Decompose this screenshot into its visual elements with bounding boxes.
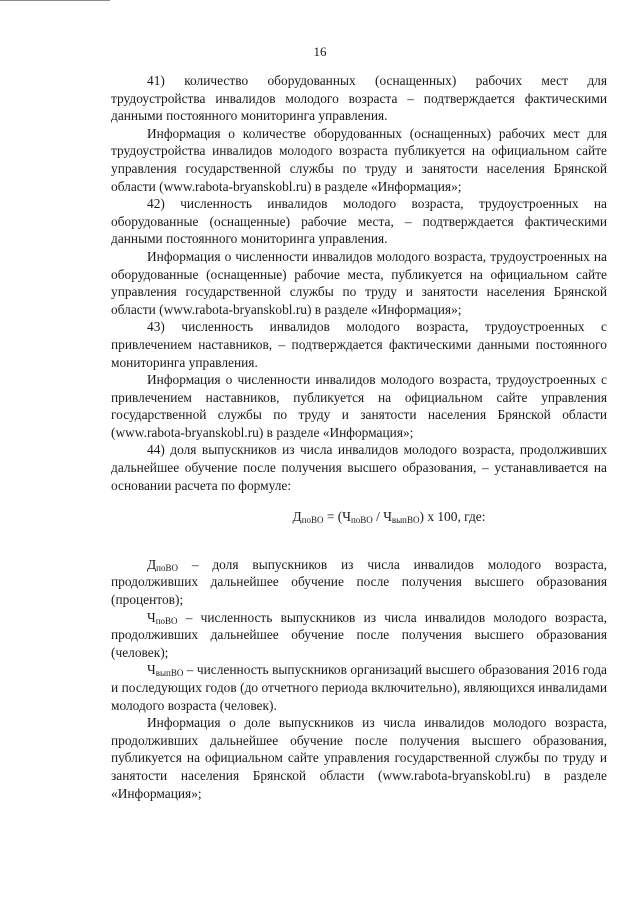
paragraph-44-info: Информация о доле выпускников из числа инвалидов молодого возраста, продолживших дальнейшее обучение после получения высшего образования, публикуется на официальном сайте управления государственной службы по труду и занятости населения Брянской области (www.rabota-bryanskobl.ru) в разделе «Информация»; bbox=[111, 715, 607, 801]
page-number: 16 bbox=[313, 44, 327, 59]
definition-text: – численность выпускников организаций высшего образования 2016 года и последующих годов (до отчетного периода включительно), являющихся инвалидами молодого возраста (человек). bbox=[111, 662, 607, 713]
formula-tail: ) х 100, где: bbox=[419, 509, 486, 525]
paragraph-42-info: Информация о численности инвалидов молодого возраста, трудоустроенных на оборудованные (оснащенные) рабочие места, публикуется на официальном сайте управления государственной службы по труду и занятости населения Брянской области (www.rabota-bryanskobl.ru) в разделе «Информация»; bbox=[111, 248, 607, 317]
formula bbox=[171, 508, 607, 526]
definition-text: – доля выпускников из числа инвалидов молодого возраста, продолживших дальнейшее обучение после получения высшего образования (процентов); bbox=[111, 556, 607, 608]
definition-d-povo bbox=[111, 556, 607, 609]
formula-denominator-sub: выпВО bbox=[391, 515, 420, 526]
definition-symbol: Ч bbox=[147, 662, 156, 678]
definition-text: – численность выпускников из числа инвалидов молодого возраста, продолживших дальнейшее обучение после получения высшего образования (человек); bbox=[111, 609, 607, 660]
definition-ch-povo bbox=[111, 609, 607, 662]
formula-lhs-sub: поВО bbox=[301, 515, 324, 526]
top-rule bbox=[0, 0, 110, 1]
definition-symbol-sub: поВО bbox=[156, 562, 178, 573]
paragraph-43-info: Информация о численности инвалидов молодого возраста, трудоустроенных с привлечением наставников, публикуется на официальном сайте управления государственной службы по труду и занятости населения Брянской области (www.rabota-bryanskobl.ru) в разделе «Информация»; bbox=[111, 372, 607, 440]
definition-ch-vypvo bbox=[111, 661, 607, 714]
paragraph-42: 42) численность инвалидов молодого возраста, трудоустроенных на оборудованные (оснащенные) рабочие места, – подтверждается фактическими данными постоянного мониторинга управления. bbox=[111, 196, 607, 247]
document-body bbox=[111, 72, 607, 802]
formula-divide: / bbox=[372, 509, 384, 525]
paragraph-43: 43) численность инвалидов молодого возраста, трудоустроенных с привлечением наставников, – подтверждается фактическими данными постоянного мониторинга управления. bbox=[111, 319, 607, 370]
formula-eq: = ( bbox=[323, 509, 343, 525]
definition-symbol-sub: выпВО bbox=[155, 668, 184, 679]
formula-numerator: Ч bbox=[342, 509, 351, 525]
paragraph-41: 41) количество оборудованных (оснащенных) рабочих мест для трудоустройства инвалидов молодого возраста – подтверждается фактическими данными постоянного мониторинга управления. bbox=[111, 73, 607, 124]
paragraph-41-info: Информация о количестве оборудованных (оснащенных) рабочих мест для трудоустройства инвалидов молодого возраста публикуется на официальном сайте управления государственной службы по труду и занятости населения Брянской области (www.rabota-bryanskobl.ru) в разделе «Информация»; bbox=[111, 125, 607, 194]
paragraph-44: 44) доля выпускников из числа инвалидов молодого возраста, продолживших дальнейшее обучение после получения высшего образования, – устанавливается на основании расчета по формуле: bbox=[111, 442, 607, 493]
definition-symbol-sub: поВО bbox=[155, 615, 178, 626]
formula-numerator-sub: поВО bbox=[350, 515, 373, 526]
formula-denominator: Ч bbox=[383, 509, 392, 525]
formula-lhs: Д bbox=[292, 509, 302, 525]
definition-symbol: Д bbox=[147, 556, 157, 572]
definition-symbol: Ч bbox=[147, 609, 156, 625]
